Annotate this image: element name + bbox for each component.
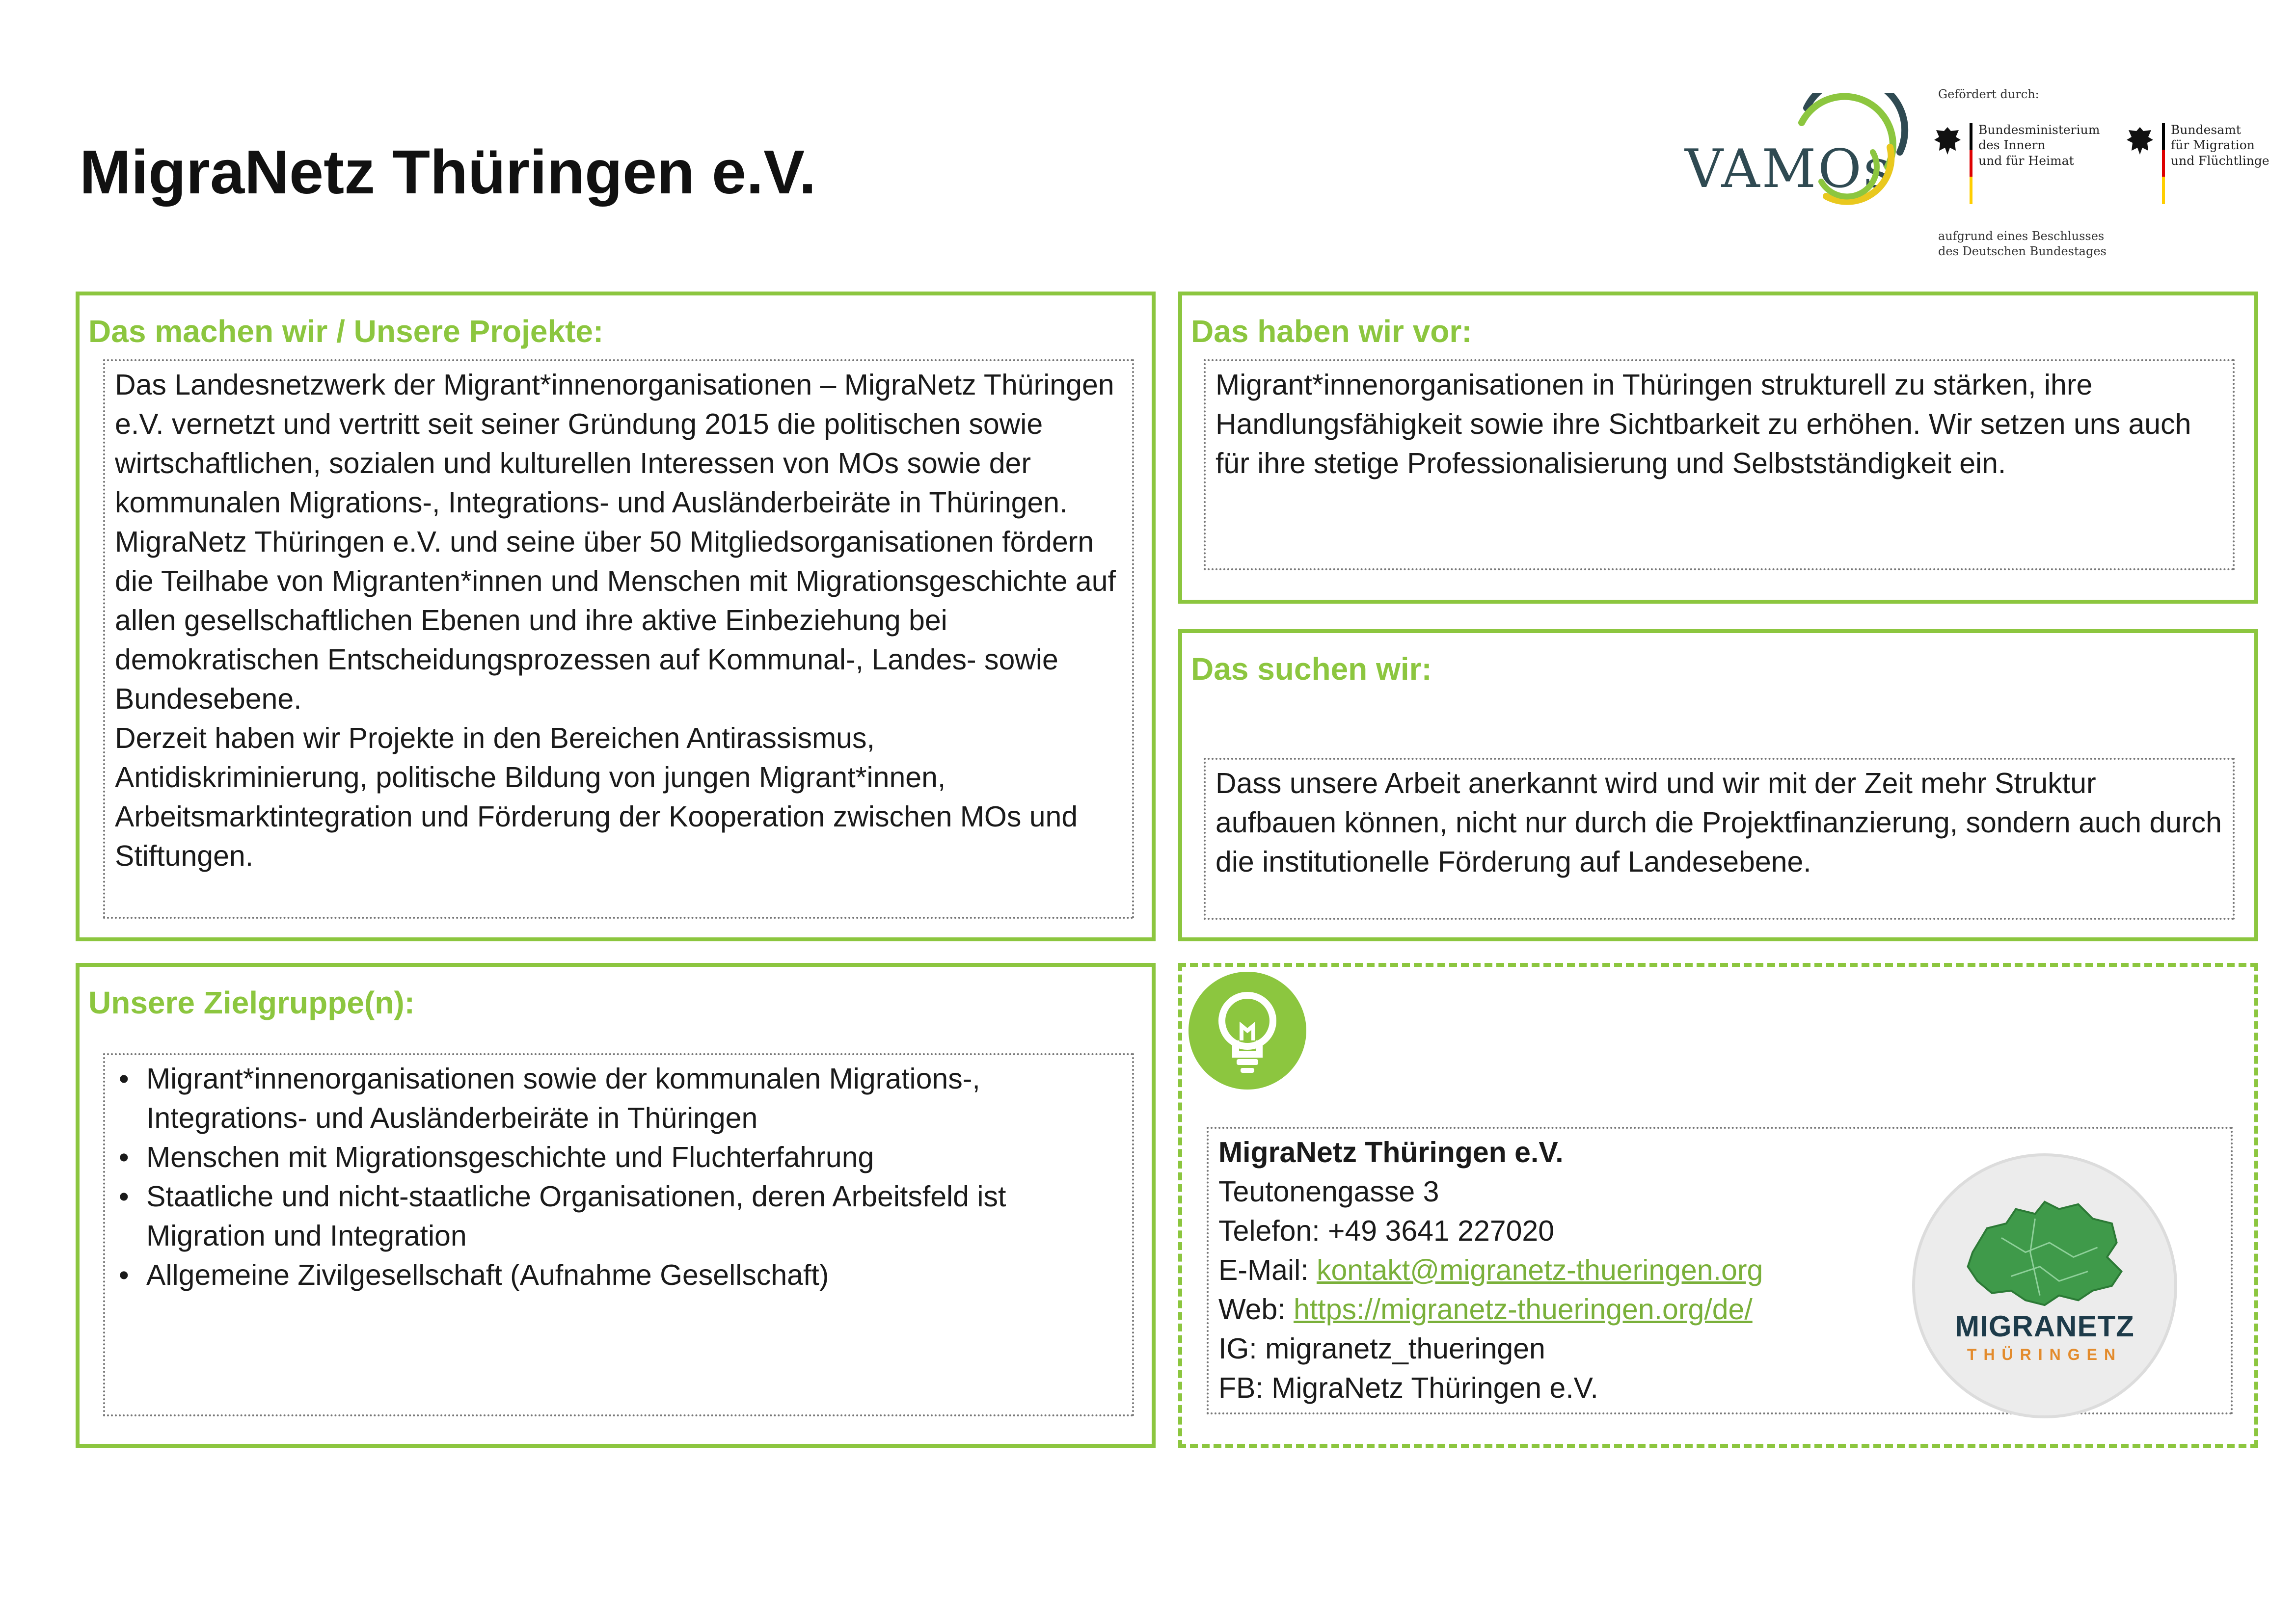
sponsor-note: aufgrund eines Beschlusses des Deutschen Bundestages: [1938, 229, 2107, 259]
list-item: • Menschen mit Migrationsgeschichte und Fluchterfahrung: [115, 1138, 1122, 1177]
migranetz-logo-badge: [1912, 1153, 2177, 1418]
ministry-name: Bundesministerium des Innern und für Heimat: [1978, 123, 2100, 168]
ministry-logo-bamf: [2126, 120, 2283, 209]
projects-textbox: [103, 359, 1134, 919]
badge-line1: MIGRANETZ: [1955, 1310, 2134, 1343]
contact-facebook: FB: MigraNetz Thüringen e.V.: [1218, 1372, 1598, 1404]
panel-title-target-groups: Unsere Zielgruppe(n):: [88, 985, 415, 1020]
panel-title-plans: Das haben wir vor:: [1191, 314, 1472, 349]
contact-org-name: MigraNetz Thüringen e.V.: [1218, 1136, 1564, 1169]
sponsor-label: Gefördert durch:: [1938, 87, 2039, 101]
ministry-name: Bundesamt für Migration und Flüchtlinge: [2171, 123, 2269, 168]
vamos-arcs-icon: [1787, 93, 1910, 206]
seeking-textbox: [1204, 758, 2235, 920]
contact-street: Teutonengasse 3: [1218, 1175, 1439, 1208]
federal-eagle-icon: [1933, 125, 1962, 157]
contact-instagram: IG: migranetz_thueringen: [1218, 1332, 1545, 1365]
german-flag-stripe: [2162, 123, 2165, 204]
vamos-logo-text: VAMOs: [1685, 138, 1893, 200]
list-item: • Allgemeine Zivilgesellschaft (Aufnahme Gesellschaft): [115, 1255, 1122, 1295]
list-item: • Migrant*innenorganisationen sowie der kommunalen Migrations-, Integrations- und Ausländerbeiräte in Thüringen: [115, 1059, 1122, 1138]
lightbulb-badge: [1189, 972, 1306, 1090]
panel-seeking: [1178, 629, 2258, 941]
projects-paragraph: Derzeit haben wir Projekte in den Bereichen Antirassismus, Antidiskriminierung, politische Bildung von jungen Migrant*innen, Arbeitsmarktintegration und Förderung der Kooperation zwischen MOs und Stiftungen.: [115, 722, 1078, 872]
thuringia-map-icon: [1915, 1156, 2174, 1415]
target-textbox: [103, 1053, 1134, 1416]
panel-projects: [76, 292, 1156, 941]
contact-email-label: E-Mail:: [1218, 1254, 1317, 1286]
german-flag-stripe: [1970, 123, 1972, 204]
panel-title-seeking: Das suchen wir:: [1191, 651, 1432, 687]
ministry-logo-bmi: [1933, 120, 2120, 209]
contact-phone: Telefon: +49 3641 227020: [1218, 1215, 1555, 1247]
list-item: • Staatliche und nicht-staatliche Organisationen, deren Arbeitsfeld ist Migration und Integration: [115, 1177, 1122, 1255]
plans-text: Migrant*innenorganisationen in Thüringen strukturell zu stärken, ihre Handlungsfähigkeit sowie ihre Sichtbarkeit zu erhöhen. Wir setzen uns auch für ihre stetige Professionalisierung und Selbstständigkeit ein.: [1216, 369, 2191, 479]
federal-eagle-icon: [2126, 125, 2154, 157]
projects-paragraph: Das Landesnetzwerk der Migrant*innenorganisationen – MigraNetz Thüringen e.V. vernetzt und vertritt seit seiner Gründung 2015 die politischen sowie wirtschaftlichen, sozialen und kulturellen Interessen von MOs sowie der kommunalen Migrations-, Integrations- und Ausländerbeiräte in Thüringen.: [115, 369, 1114, 519]
contact-web-label: Web:: [1218, 1293, 1294, 1326]
panel-plans: [1178, 292, 2258, 604]
contact-email-link[interactable]: kontakt@migranetz-thueringen.org: [1316, 1254, 1763, 1286]
vamos-logo: [1684, 93, 1915, 216]
panel-title-projects: Das machen wir / Unsere Projekte:: [88, 314, 604, 349]
page-title: MigraNetz Thüringen e.V.: [80, 137, 816, 207]
seeking-text: Dass unsere Arbeit anerkannt wird und wir mit der Zeit mehr Struktur aufbauen können, nicht nur durch die Projektfinanzierung, sondern auch durch die institutionelle Förderung auf Landesebene.: [1216, 767, 2222, 878]
panel-target-groups: [76, 963, 1156, 1448]
plans-textbox: [1204, 359, 2235, 570]
projects-paragraph: MigraNetz Thüringen e.V. und seine über 50 Mitgliedsorganisationen fördern die Teilhabe von Migranten*innen und Menschen mit Migrationsgeschichte auf allen gesellschaftlichen Ebenen und ihre aktive Einbeziehung bei demokratischen Entscheidungsprozessen auf Kommunal-, Landes- sowie Bundesebene.: [115, 526, 1116, 715]
target-list: [115, 1059, 1122, 1295]
badge-line2: THÜRINGEN: [1967, 1346, 2123, 1363]
contact-web-link[interactable]: https://migranetz-thueringen.org/de/: [1294, 1293, 1753, 1326]
lightbulb-icon: [1189, 972, 1306, 1090]
